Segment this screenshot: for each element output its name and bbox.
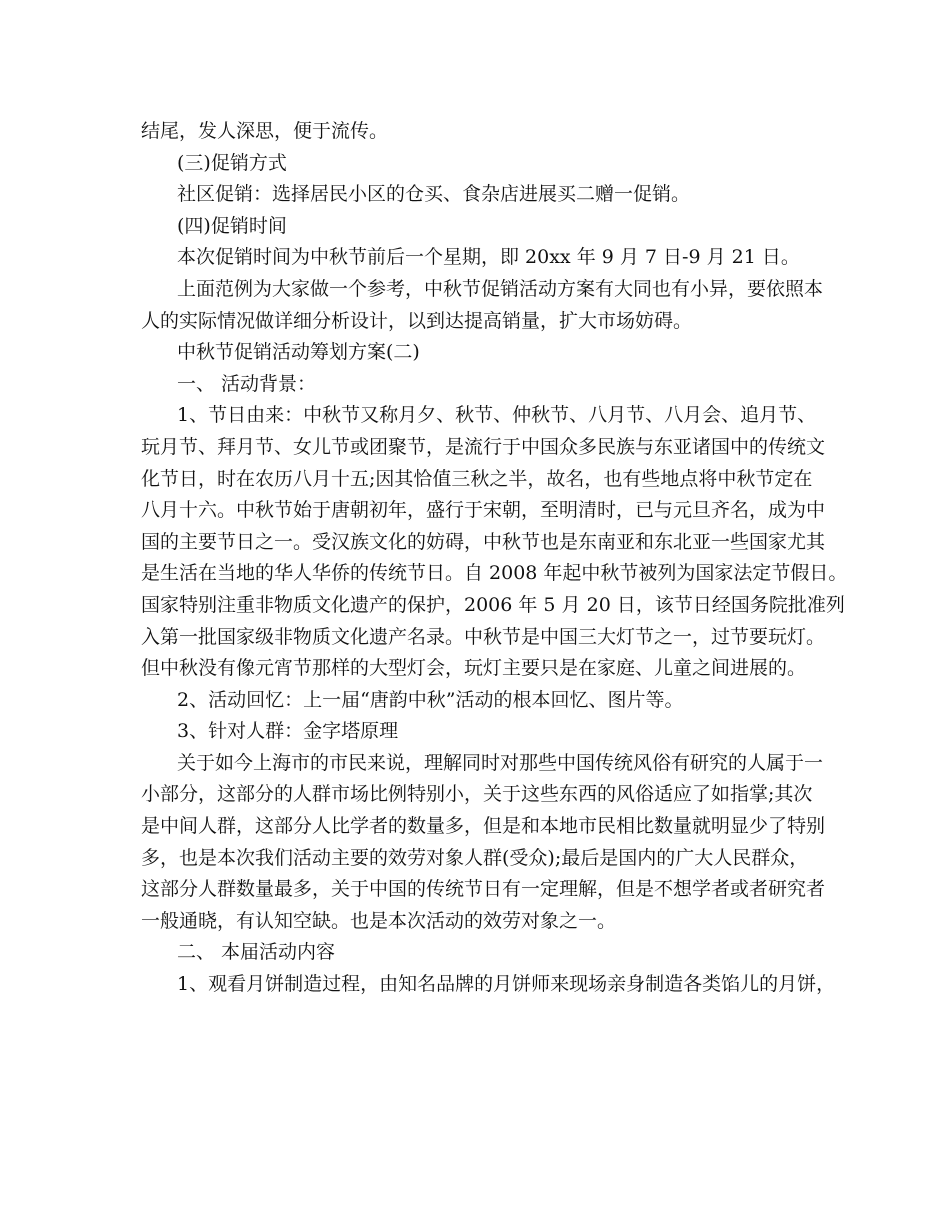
text-line: 关于如今上海市的市民来说，理解同时对那些中国传统风俗有研究的人属于一 [177, 751, 824, 774]
text-line: 多，也是本次我们活动主要的效劳对象人群(受众);最后是国内的广大人民群众， [141, 846, 809, 869]
text-line: 化节日，时在农历八月十五;因其恰值三秋之半，故名，也有些地点将中秋节定在 [141, 467, 813, 490]
document-body [141, 116, 848, 1001]
text-line: 结尾，发人深思，便于流传。 [141, 120, 389, 142]
text-line: 但中秋没有像元宵节那样的大型灯会，玩灯主要只是在家庭、儿童之间进展的。 [141, 657, 807, 680]
text-line: 一般通晓，有认知空缺。也是本次活动的效劳对象之一。 [141, 909, 617, 932]
text-line: 1、节日由来：中秋节又称月夕、秋节、仲秋节、八月节、八月会、追月节、 [177, 404, 817, 427]
text-line: 上面范例为大家做一个参考，中秋节促销活动方案有大同也有小异，要依照本 [177, 277, 824, 300]
section-heading: 一、 活动背景： [177, 372, 317, 395]
text-line: 2、活动回忆：上一届“唐韵中秋”活动的根本回忆、图片等。 [177, 688, 684, 711]
text-line: 这部分人群数量最多，关于中国的传统节日有一定理解，但是不想学者或者研究者 [141, 878, 826, 901]
text-line: 人的实际情况做详细分析设计，以到达提高销量，扩大市场妨碍。 [141, 309, 693, 332]
text-line: 入第一批国家级非物质文化遗产名录。中秋节是中国三大灯节之一，过节要玩灯。 [141, 625, 826, 648]
document-subtitle: 中秋节促销活动筹划方案(二) [177, 341, 420, 364]
text-line: 小部分，这部分的人群市场比例特别小，关于这些东西的风俗适应了如指掌;其次 [141, 783, 813, 806]
text-line: 社区促销：选择居民小区的仓买、食杂店进展买二赠一促销。 [177, 183, 691, 206]
text-line: 国的主要节日之一。受汉族文化的妨碍，中秋节也是东南亚和东北亚一些国家尤其 [141, 530, 826, 553]
section-heading: (三)促销方式 [177, 151, 287, 174]
text-line: 是生活在当地的华人华侨的传统节日。自 2008 年起中秋节被列为国家法定节假日。 [141, 562, 848, 585]
text-line: 玩月节、拜月节、女儿节或团聚节，是流行于中国众多民族与东亚诸国中的传统文 [141, 435, 826, 458]
text-line: 3、针对人群：金字塔原理 [177, 720, 399, 743]
text-line: 是中间人群，这部分人比学者的数量多，但是和本地市民相比数量就明显少了特别 [141, 815, 826, 838]
text-line: 本次促销时间为中秋节前后一个星期，即 20xx 年 9 月 7 日-9 月 21 日。 [177, 246, 800, 269]
section-heading: 二、 本届活动内容 [177, 941, 336, 964]
text-line: 八月十六。中秋节始于唐朝初年，盛行于宋朝，至明清时，已与元旦齐名，成为中 [141, 499, 826, 522]
text-line: 1、观看月饼制造过程，由知名品牌的月饼师来现场亲身制造各类馅儿的月饼， [177, 973, 836, 996]
section-heading: (四)促销时间 [177, 214, 287, 237]
text-line: 国家特别注重非物质文化遗产的保护，2006 年 5 月 20 日，该节日经国务院批准列 [141, 593, 845, 616]
